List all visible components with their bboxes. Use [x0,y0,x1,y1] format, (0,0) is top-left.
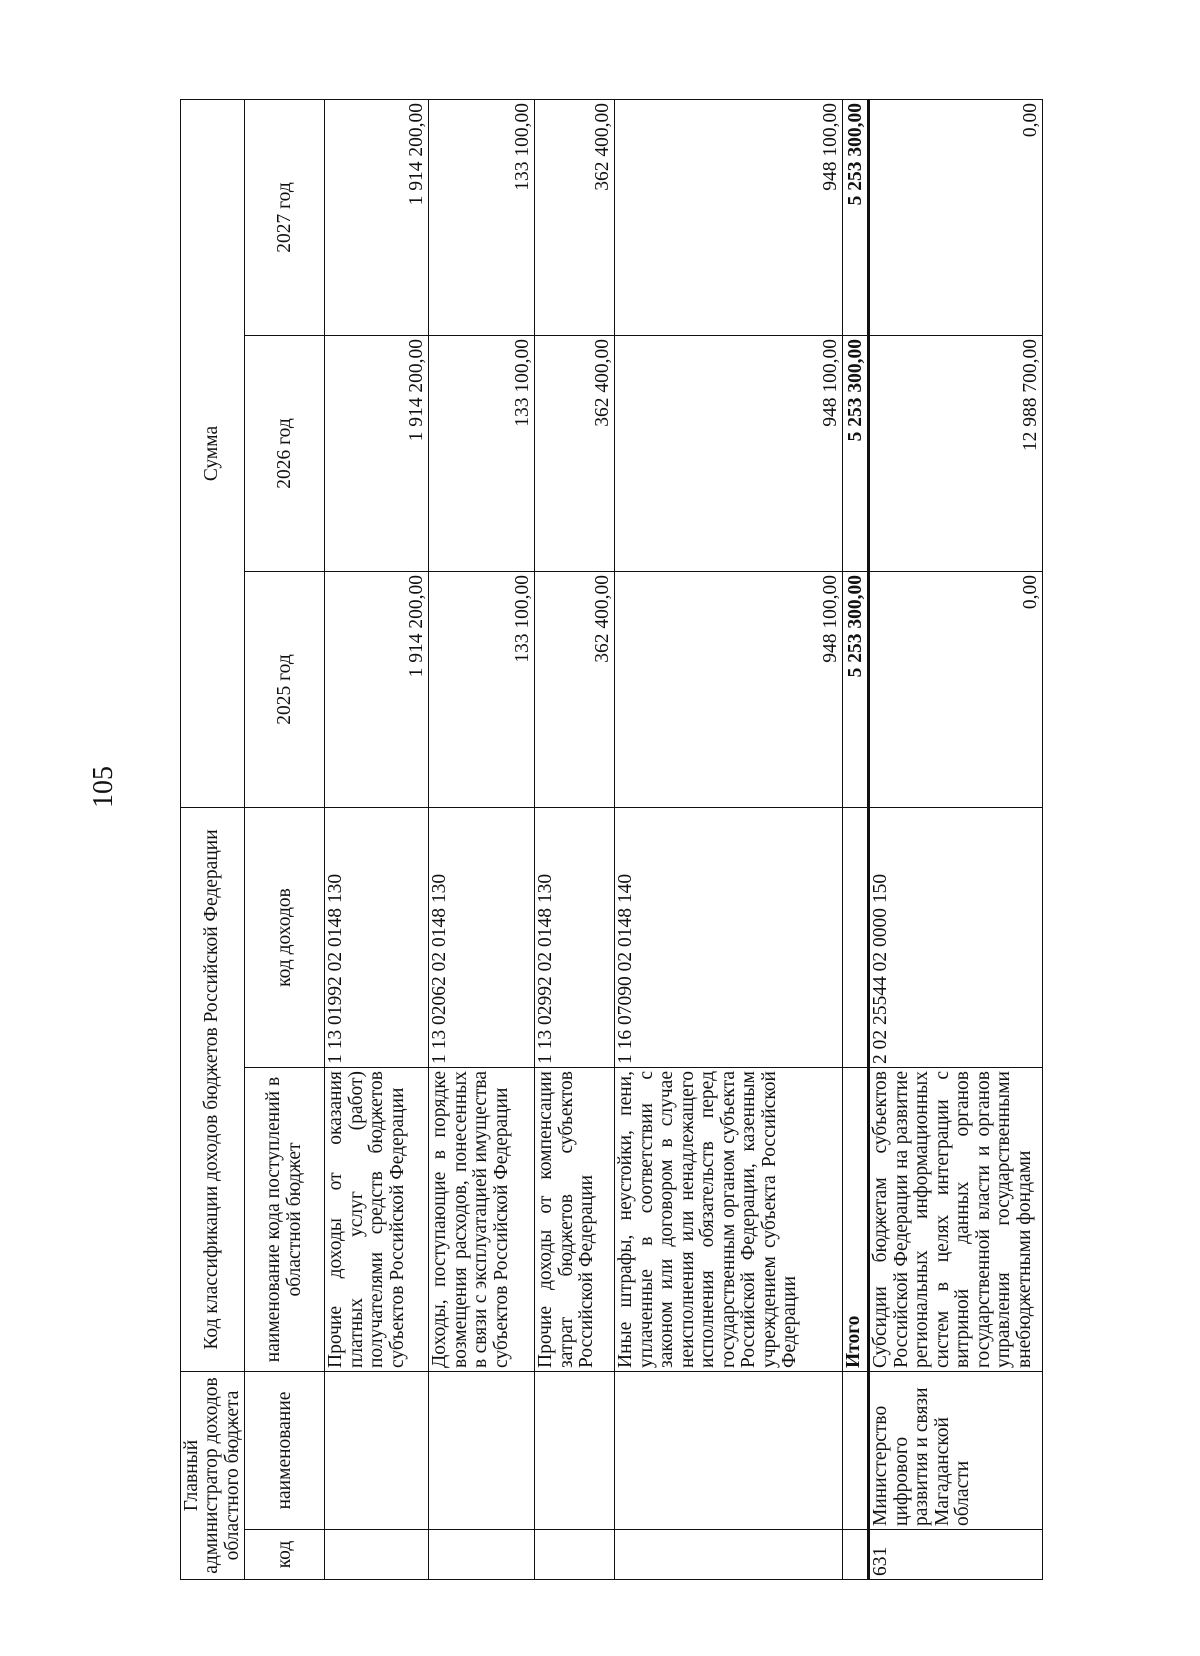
row-value-2025: 133 100,00 [429,572,535,808]
header-year-2027: 2027 год [245,99,325,335]
row-value-2026: 133 100,00 [429,336,535,572]
ministry-value-2027: 0,00 [869,99,1043,335]
row-admin-name [615,1372,843,1530]
row-income-name: Доходы, поступающие в порядке возмещения расходов, понесенных в связи с эксплуатацией имущества субъектов Российской Федерации [429,1068,535,1372]
table-row [615,99,843,1579]
row-income-code: 1 16 07090 02 0148 140 [615,808,843,1068]
row-value-2027: 133 100,00 [429,99,535,335]
row-admin-code [615,1530,843,1580]
row-value-2025: 948 100,00 [615,572,843,808]
ministry-income-name: Субсидии бюджетам субъектов Российской Федерации на развитие региональных информационных систем в целях интеграции с витриной данных органов государственной власти и органов управления государственными внебюджетными фондами [869,1068,1043,1372]
total-admin-code [843,1530,869,1580]
row-admin-code [535,1530,615,1580]
row-value-2026: 948 100,00 [615,336,843,572]
table-row [535,99,615,1579]
table-row [325,99,429,1579]
row-admin-name [325,1372,429,1530]
row-value-2027: 362 400,00 [535,99,615,335]
ministry-income-code: 2 02 25544 02 0000 150 [869,808,1043,1068]
row-admin-name [429,1372,535,1530]
row-income-code: 1 13 02992 02 0148 130 [535,808,615,1068]
page-number: 105 [88,766,119,808]
row-value-2027: 948 100,00 [615,99,843,335]
header-admin-code: код [245,1530,325,1580]
ministry-value-2025: 0,00 [869,572,1043,808]
row-admin-code [325,1530,429,1580]
ministry-admin-name: Министерство цифрового развития и связи Магаданской области [869,1372,1043,1530]
rotated-table-wrapper [180,100,1041,1580]
header-admin-group: Главный администратор доходов областного бюджета [181,1372,245,1580]
row-income-name: Иные штрафы, неустойки, пени, уплаченные в соответствии с законом или договором в случае неисполнения или ненадлежащего исполнения обязательств перед государственным органом субъекта Российской Федерации, казенным учреждением субъекта Российской Федерации [615,1068,843,1372]
header-classification-group: Код классификации доходов бюджетов Российской Федерации [181,808,245,1372]
row-value-2025: 1 914 200,00 [325,572,429,808]
row-value-2027: 1 914 200,00 [325,99,429,335]
total-admin-name [843,1372,869,1530]
row-admin-code [429,1530,535,1580]
header-year-2025: 2025 год [245,572,325,808]
total-income-code [843,808,869,1068]
total-row [843,99,869,1579]
table-row [429,99,535,1579]
row-income-code: 1 13 02062 02 0148 130 [429,808,535,1068]
row-value-2025: 362 400,00 [535,572,615,808]
total-label: Итого [843,1068,869,1372]
header-year-2026: 2026 год [245,336,325,572]
row-income-code: 1 13 01992 02 0148 130 [325,808,429,1068]
total-value-2025: 5 253 300,00 [843,572,869,808]
header-sum-group: Сумма [181,99,245,807]
header-income-code: код доходов [245,808,325,1068]
revenue-table [180,99,1043,1580]
total-value-2027: 5 253 300,00 [843,99,869,335]
header-income-name: наименование кода поступлений в областной бюджет [245,1068,325,1372]
total-value-2026: 5 253 300,00 [843,336,869,572]
row-value-2026: 362 400,00 [535,336,615,572]
row-income-name: Прочие доходы от компенсации затрат бюджетов субъектов Российской Федерации [535,1068,615,1372]
row-income-name: Прочие доходы от оказания платных услуг (работ) получателями средств бюджетов субъектов Российской Федерации [325,1068,429,1372]
header-admin-name: наименование [245,1372,325,1530]
row-value-2026: 1 914 200,00 [325,336,429,572]
ministry-row [869,99,1043,1579]
row-admin-name [535,1372,615,1530]
ministry-value-2026: 12 988 700,00 [869,336,1043,572]
ministry-admin-code: 631 [869,1530,1043,1580]
